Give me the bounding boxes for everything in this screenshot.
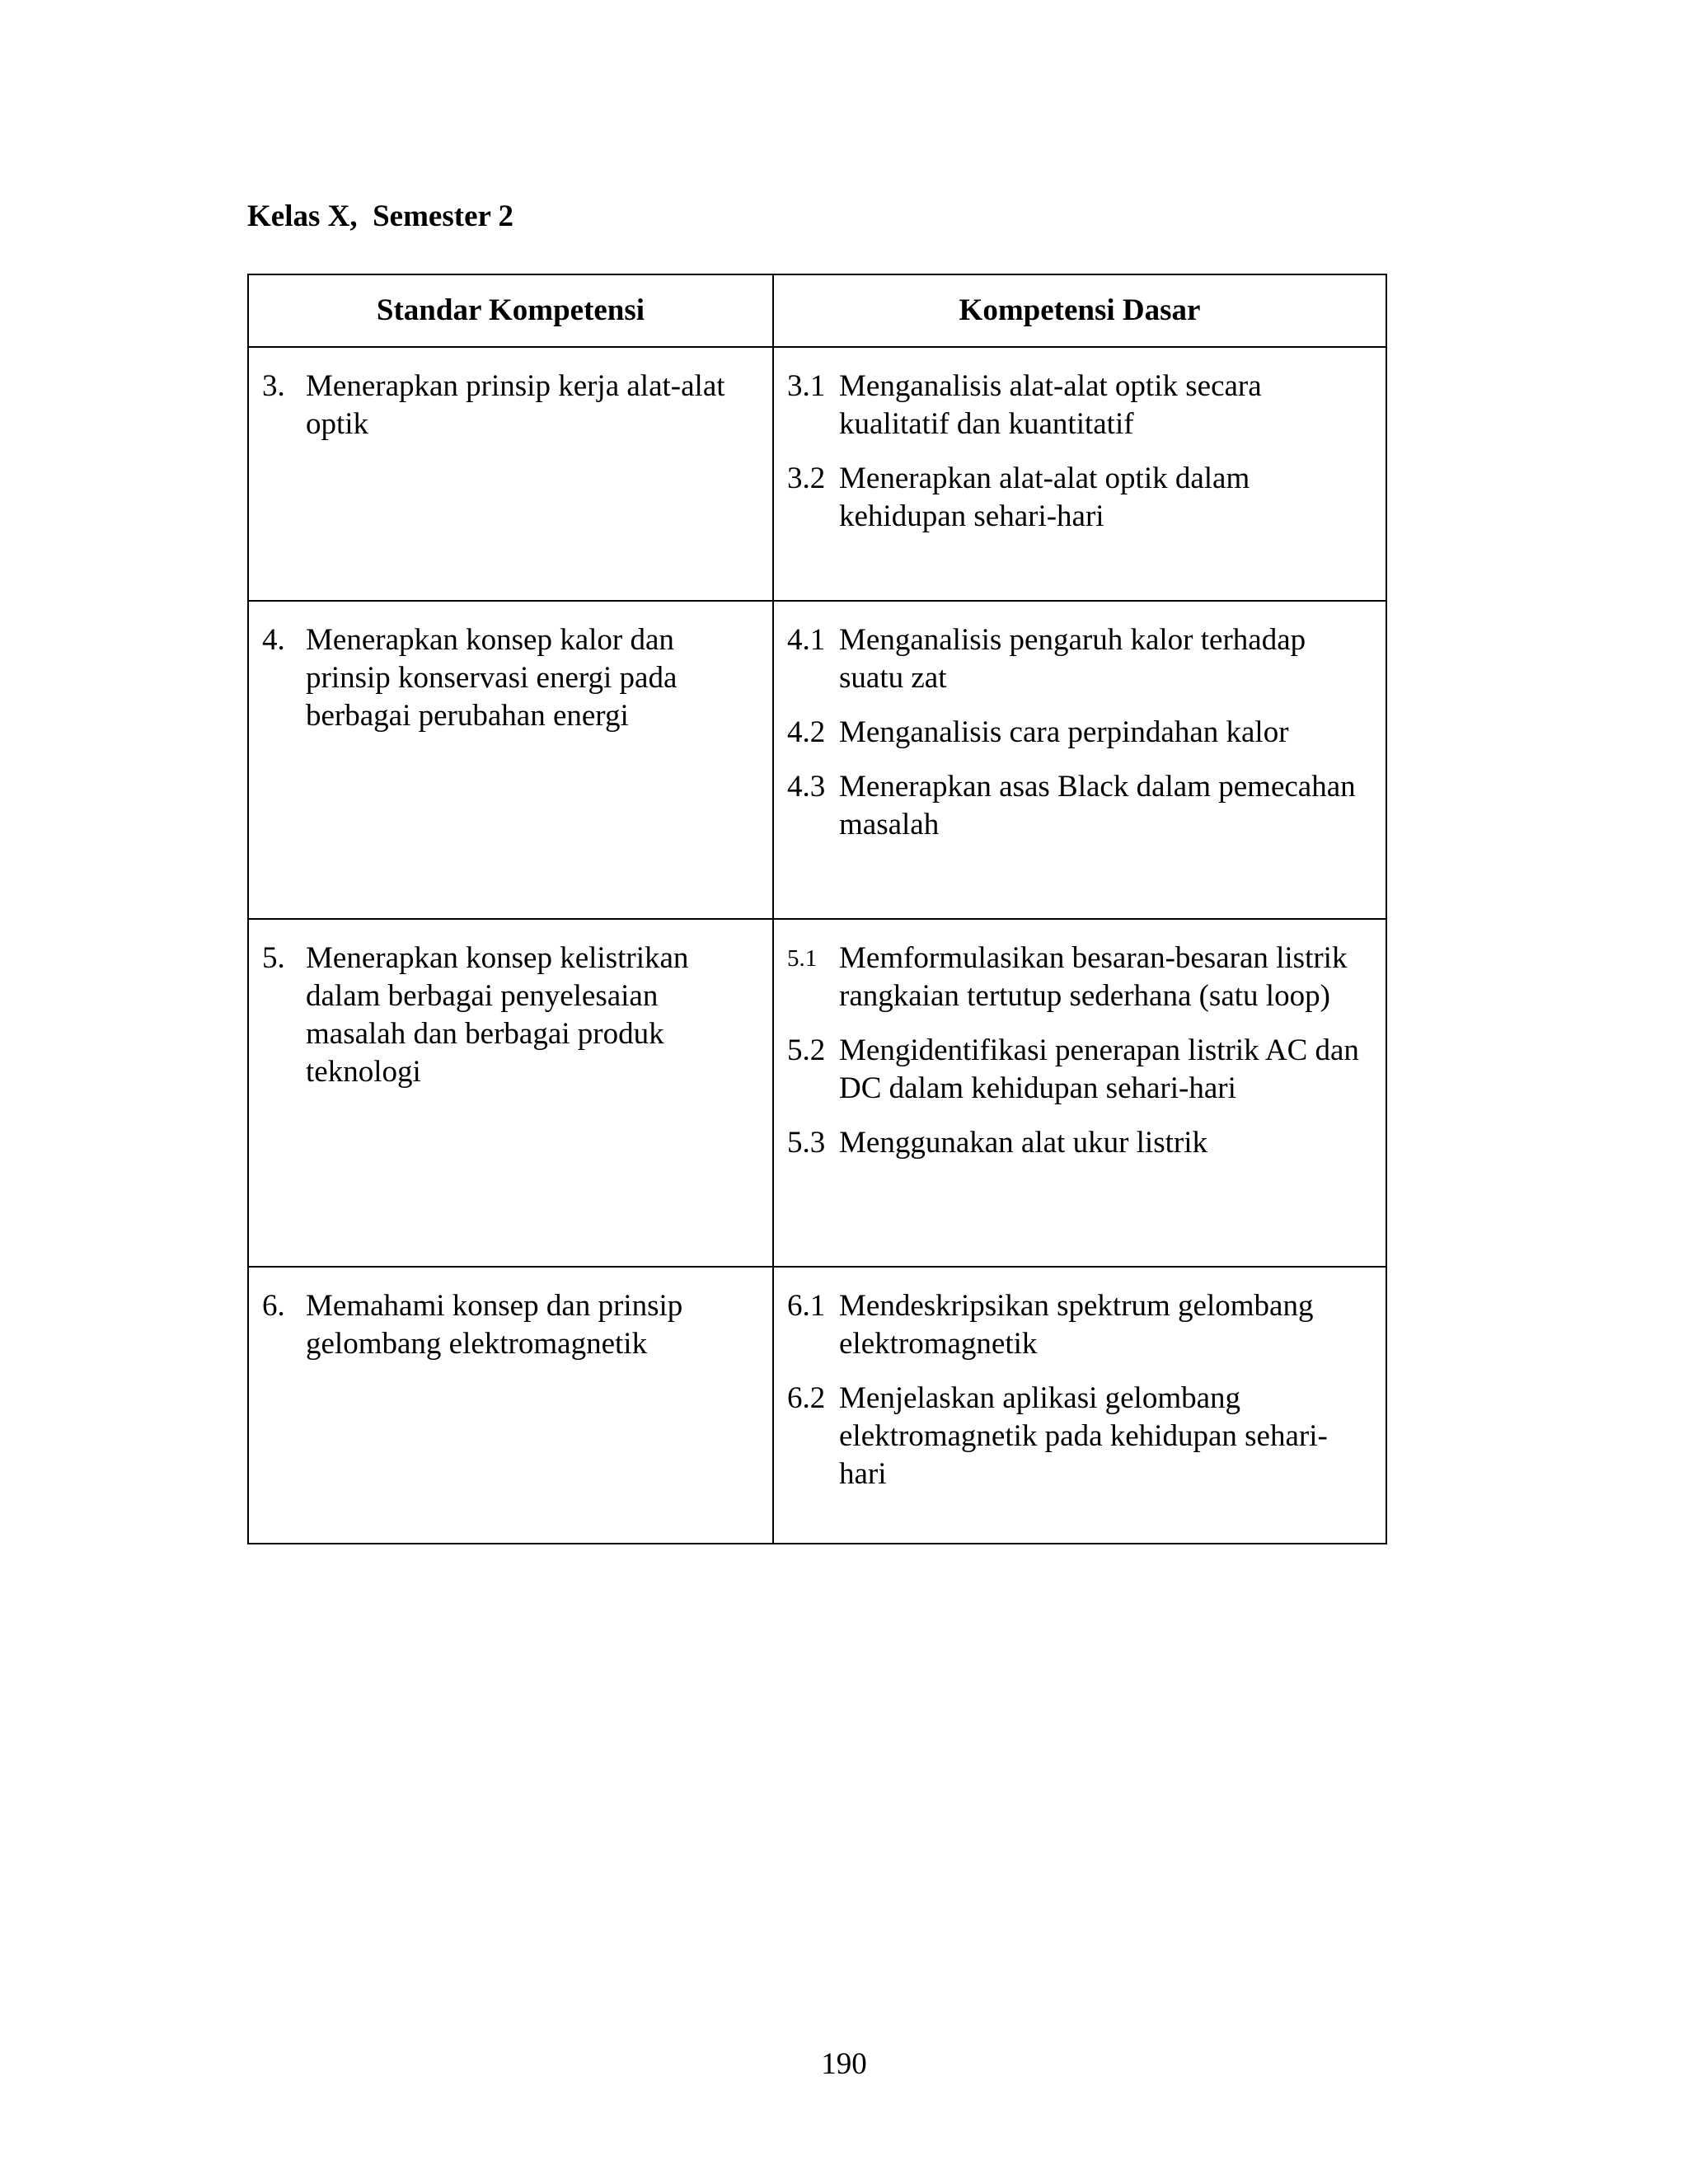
sk-text: Menerapkan prinsip kerja alat-alat optik <box>306 369 725 441</box>
kompetensi-dasar-cell <box>773 601 1386 919</box>
kd-number: 5.3 <box>787 1126 826 1160</box>
kd-item <box>787 768 1374 844</box>
kd-item <box>787 940 1374 1015</box>
table-row <box>248 601 1386 919</box>
kompetensi-dasar-cell <box>773 1267 1386 1544</box>
kd-number: 4.2 <box>787 715 826 749</box>
table-row <box>248 347 1386 601</box>
kd-number: 3.2 <box>787 462 826 495</box>
kd-item <box>787 1380 1374 1493</box>
page-number: 190 <box>821 2047 867 2081</box>
kd-number: 6.1 <box>787 1289 826 1323</box>
kd-text: Menggunakan alat ukur listrik <box>839 1126 1207 1160</box>
table-row <box>248 1267 1386 1544</box>
kd-number: 4.1 <box>787 623 826 657</box>
kd-text: Mendeskripsikan spektrum gelombang elektromagnetik <box>839 1289 1314 1361</box>
sk-number: 6. <box>262 1289 285 1323</box>
kd-number: 3.1 <box>787 369 826 403</box>
sk-item <box>262 940 761 1091</box>
competency-table <box>247 274 1387 1544</box>
kd-text: Memformulasikan besaran-besaran listrik rangkaian tertutup sederhana (satu loop) <box>839 941 1348 1013</box>
sk-number: 4. <box>262 623 285 657</box>
standar-kompetensi-cell <box>248 919 773 1267</box>
standar-kompetensi-cell <box>248 1267 773 1544</box>
kd-item <box>787 368 1374 443</box>
sk-item <box>262 1287 761 1363</box>
kd-text: Menganalisis pengaruh kalor terhadap suatu zat <box>839 623 1306 695</box>
kd-text: Menerapkan asas Black dalam pemecahan masalah <box>839 770 1356 841</box>
sk-number: 5. <box>262 941 285 975</box>
header-standar-kompetensi: Standar Kompetensi <box>248 274 773 347</box>
kd-item <box>787 621 1374 697</box>
kd-number: 5.1 <box>787 945 818 972</box>
kd-number: 4.3 <box>787 770 826 804</box>
kd-text: Menganalisis cara perpindahan kalor <box>839 715 1289 749</box>
standar-kompetensi-cell <box>248 347 773 601</box>
kd-item <box>787 1124 1374 1162</box>
kd-text: Menjelaskan aplikasi gelombang elektromagnetik pada kehidupan sehari-hari <box>839 1381 1328 1491</box>
sk-text: Menerapkan konsep kelistrikan dalam berbagai penyelesaian masalah dan berbagai produk teknologi <box>306 941 689 1089</box>
sk-text: Memahami konsep dan prinsip gelombang elektromagnetik <box>306 1289 683 1361</box>
kompetensi-dasar-cell <box>773 919 1386 1267</box>
table-row <box>248 919 1386 1267</box>
kd-item <box>787 714 1374 752</box>
standar-kompetensi-cell <box>248 601 773 919</box>
kd-number: 6.2 <box>787 1381 826 1415</box>
kd-item <box>787 460 1374 536</box>
kd-text: Menerapkan alat-alat optik dalam kehidupan sehari-hari <box>839 462 1250 533</box>
kompetensi-dasar-cell <box>773 347 1386 601</box>
kd-item <box>787 1287 1374 1363</box>
kd-text: Mengidentifikasi penerapan listrik AC dan DC dalam kehidupan sehari-hari <box>839 1033 1359 1105</box>
kd-number: 5.2 <box>787 1033 826 1067</box>
sk-number: 3. <box>262 369 285 403</box>
header-kompetensi-dasar: Kompetensi Dasar <box>773 274 1386 347</box>
sk-text: Menerapkan konsep kalor dan prinsip konservasi energi pada berbagai perubahan energi <box>306 623 678 733</box>
kd-item <box>787 1032 1374 1108</box>
sk-item <box>262 621 761 735</box>
sk-item <box>262 368 761 443</box>
kd-text: Menganalisis alat-alat optik secara kualitatif dan kuantitatif <box>839 369 1262 441</box>
table-header-row <box>248 274 1386 347</box>
page-heading: Kelas X, Semester 2 <box>247 199 513 233</box>
